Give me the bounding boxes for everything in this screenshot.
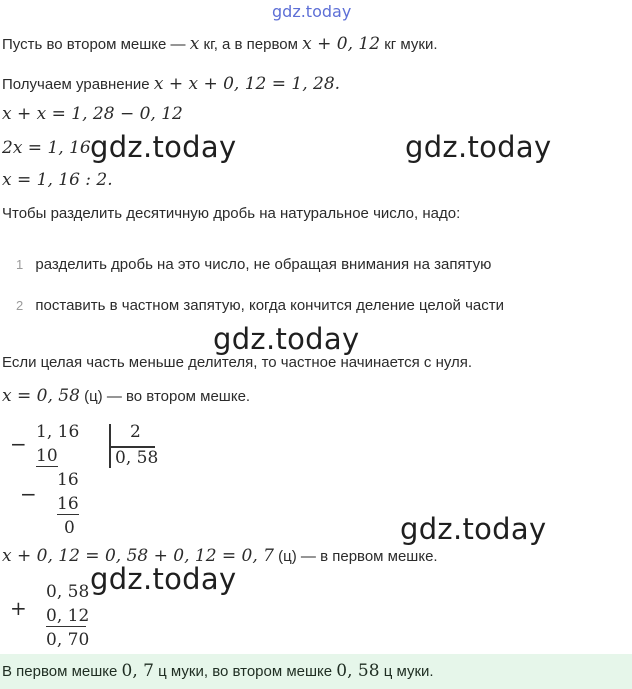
watermark-2: gdz.today <box>405 130 552 164</box>
rule-heading: Чтобы разделить десятичную дробь на натуральное число, надо: <box>2 205 461 222</box>
result-second <box>2 386 250 406</box>
watermark-4: gdz.today <box>400 512 547 546</box>
equation-label: Получаем уравнение <box>2 76 150 93</box>
step-3: x = 1, 16 : 2. <box>2 170 113 190</box>
answer-text-3: ц муки. <box>383 663 434 680</box>
addition-term-1: 0, 58 <box>46 582 90 602</box>
result-second-text: (ц) — во втором мешке. <box>84 388 251 405</box>
intro-expr: x + 0, 12 <box>302 34 381 54</box>
header-watermark: gdz.today <box>272 2 352 21</box>
answer-line <box>2 661 434 681</box>
addition-plus-sign: + <box>10 596 27 620</box>
addition-sum: 0, 70 <box>46 630 90 650</box>
result-first-text: (ц) — в первом мешке. <box>278 548 438 565</box>
watermark-5: gdz.today <box>90 562 237 596</box>
division-divisor: 2 <box>130 422 141 442</box>
division-minus-sign: − <box>10 432 27 456</box>
answer-text-1: В первом мешке <box>2 663 118 680</box>
rule-item-number: 2 <box>16 298 24 313</box>
result-second-expr: x = 0, 58 <box>2 386 80 406</box>
intro-line <box>2 34 438 54</box>
intro-text-1: Пусть во втором мешке — <box>2 36 186 53</box>
division-quotient: 0, 58 <box>115 448 159 468</box>
watermark-1: gdz.today <box>90 130 237 164</box>
rule-note: Если целая часть меньше делителя, то частное начинается с нуля. <box>2 354 473 371</box>
division-subtrahend-1: 10 <box>36 446 58 466</box>
division-remainder-1: 16 <box>57 470 79 490</box>
answer-text-2: ц муки, во втором мешке <box>158 663 333 680</box>
watermark-3: gdz.today <box>213 322 360 356</box>
rule-item-number: 1 <box>16 257 24 272</box>
division-dividend: 1, 16 <box>36 422 80 442</box>
rule-item-text: разделить дробь на это число, не обращая внимания на запятую <box>35 256 492 273</box>
intro-var-x: x <box>189 34 200 54</box>
division-subtrahend-2: 16 <box>57 494 79 514</box>
step-2: 2x = 1, 16. <box>2 138 97 158</box>
rule-list-item <box>16 256 491 273</box>
answer-value-1: 0, 7 <box>121 661 154 681</box>
answer-banner <box>0 654 632 689</box>
division-remainder-final: 0 <box>64 518 75 538</box>
equation-expr: x + x + 0, 12 = 1, 28. <box>153 74 341 94</box>
division-minus-sign-2: − <box>20 482 37 506</box>
answer-value-2: 0, 58 <box>336 661 380 681</box>
result-first-expr: x + 0, 12 = 0, 58 + 0, 12 = 0, 7 <box>2 546 274 566</box>
intro-text-3: кг муки. <box>384 36 438 53</box>
intro-text-2: кг, а в первом <box>203 36 298 53</box>
addition-term-2: 0, 12 <box>46 606 90 626</box>
equation-line <box>2 74 340 94</box>
rule-item-text: поставить в частном запятую, когда кончится деление целой части <box>35 297 504 314</box>
rule-list-item <box>16 297 504 314</box>
step-1: x + x = 1, 28 − 0, 12 <box>2 104 183 124</box>
